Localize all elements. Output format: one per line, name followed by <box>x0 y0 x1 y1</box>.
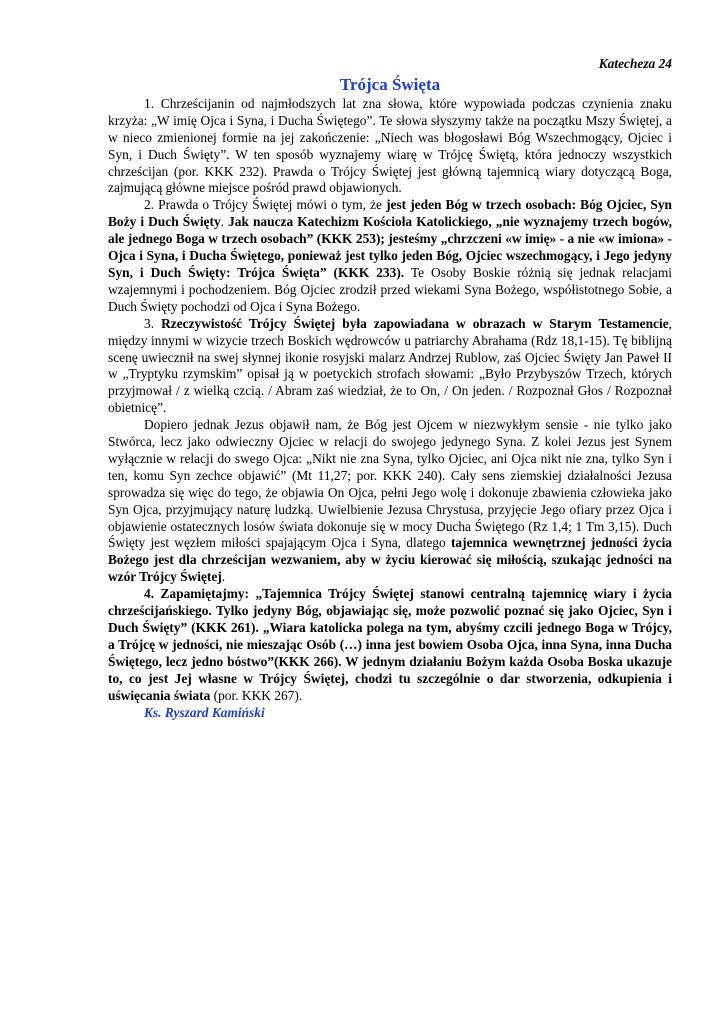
paragraph-2-run-0: 2. Prawda o Trójcy Świętej mówi o tym, że <box>144 197 387 213</box>
paragraph-5-run-0: 4. Zapamiętajmy: „Tajemnica Trójcy Świętej stanowi centralną tajemnicę wiary i życia chrześcijańskiego. Tylko jedyny Bóg, objawiając się, może pozwolić poznać się jako Ojciec, Syn i Duch Święty” (KKK 261). „Wiara katolicka polega na tym, abyśmy czcili jednego Boga w Trójcy, a Trójcę w jedności, nie mieszając Osób (…) inna jest bowiem Osoba Ojca, inna Syna, inna Ducha Świętego, lecz jedno bóstwo”(KKK 266). W jednym działaniu Bożym każda Osoba Boska ukazuje to, co jest Jej własne w Trójcy Świętej, chodzi tu szczególnie o dar stworzenia, odkupienia i uświęcania świata <box>108 586 672 703</box>
paragraph-3 <box>108 316 672 417</box>
catechesis-number: Katecheza 24 <box>598 56 672 71</box>
paragraph-4-run-1: tajemnica wewnętrznej jedności życia Bożego jest dla chrześcijan wezwaniem, aby w życiu kierować się miłością, szukając jedności na wzór Trójcy Świętej <box>108 535 672 585</box>
paragraph-5-run-1: (por. KKK 267). <box>210 687 303 703</box>
paragraph-2-run-4: Te Osoby Boskie różnią się jednak relacjami wzajemnymi i pochodzeniem. Bóg Ojciec zrodził przed wiekami Syna Bożego, współistotnego Sobie, a Duch Święty pochodzi od Ojca i Syna Bożego. <box>108 264 672 314</box>
paragraph-4-run-0: Dopiero jednak Jezus objawił nam, że Bóg jest Ojcem w niezwykłym sensie - nie tylko jako Stwórca, lecz jako odwieczny Ojciec w relacji do swojego jedynego Syna. Z kolei Jezus jest Synem wyłącznie w relacji do swego Ojca: „Nikt nie zna Syna, tylko Ojciec, ani Ojca nikt nie zna, tylko Syn i ten, komu Syn zechce objawić” (Mt 11,27; por. KKK 240). Cały sens ziemskiej działalności Jezusa sprowadza się więc do tego, że objawia On Ojca, pełni Jego wolę i dokonuje zbawienia człowieka jako Syn Ojca, przyjmujący naturę ludzką. Uwielbienie Jezusa Chrystusa, przyjęcie Jego ofiary przez Ojca i objawienie ostatecznych losów świata dokonuje się w mocy Ducha Świętego (Rz 1,4; 1 Tm 3,15). Duch Święty jest węzłem miłości spajającym Ojca i Syna, dlatego <box>108 417 672 551</box>
paragraph-1-run-0: 1. Chrześcijanin od najmłodszych lat zna słowa, które wypowiada podczas czynienia znaku krzyża: „W imię Ojca i Syna, i Ducha Świętego”. Te słowa słyszymy także na początku Mszy Świętej, a w nieco zmienionej formie na jej zakończenie: „Niech was błogosławi Bóg Wszechmogący, Ojciec i Syn, i Duch Święty”. W ten sposób wyznajemy wiarę w Trójcę Świętą, która jednoczy wszystkich chrześcijan (por. KKK 232). Prawda o Trójcy Świętej jest główną tajemnicą wiary dotyczącą Boga, zajmującą główne miejsce pośród prawd objawionych. <box>108 95 672 196</box>
paragraph-2-run-3: Jak naucza Katechizm Kościoła Katolickiego, „nie wyznajemy trzech bogów, ale jednego Boga w trzech osobach” (KKK 253); jesteśmy „chrzczeni «w imię» - a nie «w imiona» - Ojca i Syna, i Ducha Świętego, ponieważ jest tylko jeden Bóg, Ojciec wszechmogący, i Jego jedyny Syn, i Duch Święty: Trójca Święta” (KKK 233). <box>108 214 672 280</box>
paragraph-4-run-2: . <box>221 569 226 585</box>
paragraph-5 <box>108 586 672 704</box>
author-signature: Ks. Ryszard Kamiński <box>144 704 265 720</box>
page-title: Trójca Święta <box>339 74 441 94</box>
paragraph-2-run-1: jest jeden Bóg w trzech osobach: Bóg Ojciec, Syn Boży i Duch Święty <box>108 197 672 230</box>
paragraph-3-run-2: , między innymi w wizycie trzech Boskich wędrowców u patriarchy Abrahama (Rdz 18,1-15). Tę biblijną scenę uwiecznił na swej słynnej ikonie rosyjski malarz Andrzej Rublow, zaś Ojciec Święty Jan Paweł II w „Tryptyku rzymskim” opisał ją w poetyckich strofach słowami: „Było Przybyszów Trzech, których przyjmował / z wielką czcią. / Abram zaś wiedział, że to On, / On jeden. / Rozpoznał Głos / Rozpoznał obietnicę”. <box>108 315 672 416</box>
paragraph-4 <box>108 417 672 586</box>
paragraph-3-run-1: Rzeczywistość Trójcy Świętej była zapowiadana w obrazach w Starym Testamencie <box>161 315 669 331</box>
paragraph-2 <box>108 197 672 315</box>
paragraph-2-run-2: . <box>220 214 229 230</box>
document-page <box>108 56 672 721</box>
paragraph-3-run-0: 3. <box>144 315 162 331</box>
paragraph-1 <box>108 96 672 197</box>
